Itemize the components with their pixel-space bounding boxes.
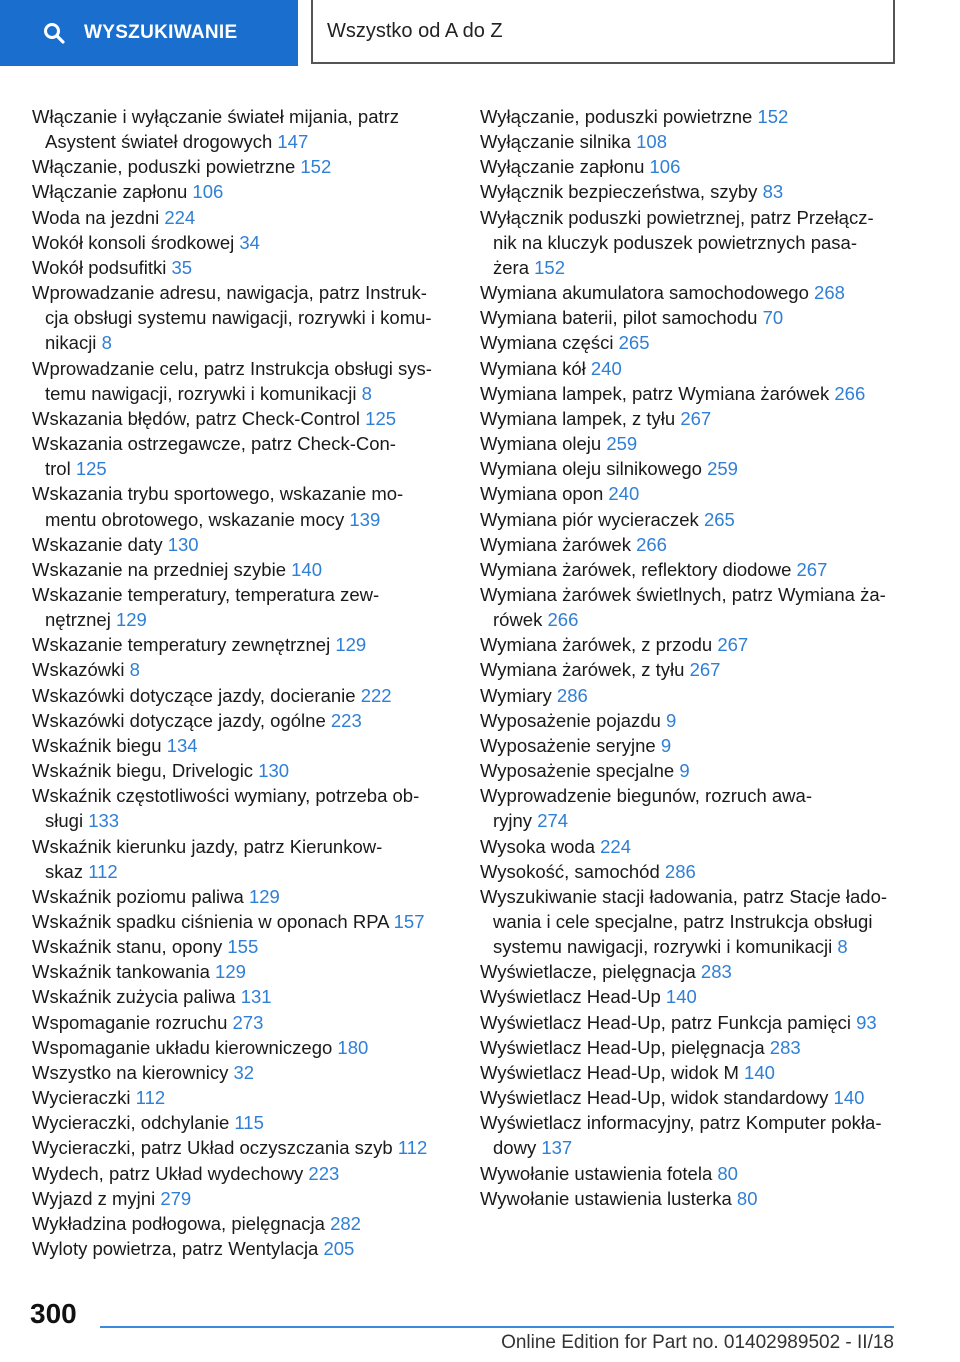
index-entry [480, 104, 900, 129]
entry-text: Wskazanie temperatury zewnętrznej [32, 634, 331, 656]
page-link[interactable]: 240 [608, 483, 640, 505]
page-link[interactable]: 139 [349, 508, 381, 530]
index-entry [32, 255, 444, 280]
index-entry [480, 1035, 900, 1060]
page-link[interactable]: 130 [167, 533, 199, 555]
page-link[interactable]: 224 [600, 835, 632, 857]
entry-text: Wyłącznik bezpieczeństwa, szyby [480, 181, 758, 203]
entry-text: Wprowadzanie celu, patrz Instrukcja obsługi sys- [32, 357, 432, 379]
page-link[interactable]: 224 [164, 206, 196, 228]
search-icon [42, 21, 66, 45]
index-entry [32, 909, 444, 934]
page-link[interactable]: 129 [215, 961, 246, 983]
entry-text: rówek [493, 609, 543, 631]
page-link[interactable]: 267 [717, 634, 749, 656]
page-link[interactable]: 131 [240, 986, 272, 1008]
page-link[interactable]: 152 [534, 256, 566, 278]
index-entry [32, 154, 444, 179]
entry-text: Wyświetlacz Head-Up, patrz Funkcja pamięci [480, 1011, 851, 1033]
breadcrumb[interactable] [311, 0, 895, 64]
index-entry [480, 305, 900, 330]
page-link[interactable]: 112 [135, 1087, 166, 1109]
page-link[interactable]: 129 [335, 634, 367, 656]
index-entry [480, 557, 900, 582]
entry-text: Wycieraczki [32, 1087, 131, 1109]
index-entry [32, 959, 444, 984]
index-entry [32, 834, 444, 884]
index-entry [480, 783, 900, 833]
index-entry [480, 129, 900, 154]
page-link[interactable]: 274 [537, 810, 569, 832]
entry-text: Wyszukiwanie stacji ładowania, patrz Stacje łado- [480, 885, 888, 907]
page-link[interactable]: 106 [649, 156, 681, 178]
index-entry [32, 934, 444, 959]
page-link[interactable]: 9 [660, 734, 672, 756]
page-link[interactable]: 80 [736, 1187, 758, 1209]
page-number: 300 [30, 1298, 77, 1329]
entry-text: Wokół konsoli środkowej [32, 231, 235, 253]
page-link[interactable]: 80 [717, 1162, 738, 1184]
entry-text: Wszystko na kierownicy [32, 1061, 229, 1083]
index-entry [480, 381, 900, 406]
page-link[interactable]: 134 [166, 734, 198, 756]
page-link[interactable]: 152 [300, 156, 332, 178]
index-entry [480, 984, 900, 1009]
entry-text: Wymiana żarówek [480, 533, 631, 555]
entry-text: Wskaźnik zużycia paliwa [32, 986, 236, 1008]
index-entry [480, 532, 900, 557]
page-link[interactable]: 129 [248, 885, 280, 907]
entry-text: Wskaźnik stanu, opony [32, 936, 223, 958]
index-entry [32, 783, 444, 833]
page-link[interactable]: 125 [365, 407, 397, 429]
entry-text: Wymiana lampek, patrz Wymiana żarówek [480, 382, 830, 404]
index-entry [32, 657, 444, 682]
index-entry [32, 179, 444, 204]
index-entry [32, 205, 444, 230]
index-entry [480, 406, 900, 431]
entry-text: Wskazówki dotyczące jazdy, docieranie [32, 684, 356, 706]
entry-text: Wymiana lampek, z tyłu [480, 407, 676, 429]
top-bar [0, 0, 960, 66]
entry-text: Wskaźnik spadku ciśnienia w oponach RPA [32, 911, 389, 932]
index-entry [32, 1060, 444, 1085]
entry-text: Wskazania ostrzegawcze, patrz Check-Con- [32, 433, 396, 455]
index-entry [480, 1161, 900, 1186]
index-entry [32, 1135, 444, 1160]
page-link[interactable]: 130 [258, 760, 290, 782]
entry-text: ryjny [493, 810, 533, 832]
entry-text: skaz [45, 860, 84, 882]
entry-text: Wyprowadzenie biegunów, rozruch awa- [480, 785, 812, 807]
index-entry [32, 884, 444, 909]
entry-text: Wymiana opon [480, 483, 604, 505]
entry-text: Wyposażenie seryjne [480, 734, 656, 756]
entry-text: Wskaźnik częstotliwości wymiany, potrzeba ob- [32, 785, 420, 807]
page-link[interactable]: 9 [679, 760, 690, 782]
entry-text: Wymiana baterii, pilot samochodu [480, 307, 758, 329]
index-entry [32, 683, 444, 708]
index-entry [32, 230, 444, 255]
entry-text: Wskazanie na przedniej szybie [32, 558, 286, 580]
page-link[interactable]: 283 [700, 961, 732, 983]
entry-text: Wskazania błędów, patrz Check-Control [32, 407, 361, 429]
page-link[interactable]: 8 [361, 382, 372, 404]
entry-text: Wycieraczki, patrz Układ oczyszczania szyb [32, 1137, 393, 1159]
page-link[interactable]: 205 [323, 1238, 355, 1260]
page-link[interactable]: 8 [129, 659, 140, 681]
entry-text: Wyświetlacz Head-Up, pielęgnacja [480, 1036, 765, 1058]
entry-text: Wymiana żarówek, z tyłu [480, 659, 685, 681]
index-entry [480, 481, 900, 506]
page-link[interactable]: 240 [590, 357, 622, 379]
page-link[interactable]: 155 [227, 936, 259, 958]
entry-text: Wskazanie temperatury, temperatura zew- [32, 583, 380, 605]
entry-text: nik na kluczyk poduszek powietrznych pasa- [493, 231, 858, 253]
index-entry [480, 683, 900, 708]
index-entry [480, 859, 900, 884]
index-entry [32, 708, 444, 733]
index-entry [480, 1110, 900, 1160]
page-link[interactable]: 93 [856, 1011, 877, 1033]
page-link[interactable]: 112 [397, 1137, 428, 1159]
entry-text: Wyświetlacz Head-Up [480, 986, 661, 1008]
page-link[interactable]: 108 [636, 131, 667, 153]
index-entry [480, 884, 900, 959]
entry-text: mentu obrotowego, wskazanie mocy [45, 508, 345, 530]
entry-text: systemu nawigacji, rozrywki i komunikacji [493, 936, 833, 958]
page-link[interactable]: 279 [160, 1187, 192, 1209]
index-entry [480, 733, 900, 758]
page-link[interactable]: 268 [814, 282, 845, 304]
page-link[interactable]: 259 [606, 433, 638, 455]
entry-text: Wykładzina podłogowa, pielęgnacja [32, 1212, 325, 1234]
page-link[interactable]: 222 [360, 684, 392, 706]
index-entry [32, 1211, 444, 1236]
entry-text: Wskaźnik tankowania [32, 961, 210, 983]
page-link[interactable]: 223 [308, 1162, 340, 1184]
entry-text: Wyświetlacz informacyjny, patrz Komputer pokła- [480, 1112, 882, 1134]
index-entry [32, 632, 444, 657]
index-entry [32, 481, 444, 531]
index-entry [480, 330, 900, 355]
index-entry [32, 1236, 444, 1261]
index-entry [480, 280, 900, 305]
index-entry [480, 657, 900, 682]
entry-text: Włączanie zapłonu [32, 181, 188, 203]
index-entry [32, 1110, 444, 1135]
index-entry [480, 154, 900, 179]
index-entry [32, 431, 444, 481]
entry-text: Wskaźnik biegu [32, 734, 162, 756]
index-column-right [480, 104, 900, 1211]
index-entry [480, 205, 900, 280]
page-link[interactable]: 140 [744, 1061, 775, 1083]
entry-text: Wymiana żarówek, reflektory diodowe [480, 558, 792, 580]
entry-text: Wymiana żarówek, z przodu [480, 634, 713, 656]
entry-text: żera [493, 256, 529, 278]
entry-text: Wskaźnik poziomu paliwa [32, 885, 244, 907]
index-entry [480, 834, 900, 859]
entry-text: Wymiana oleju silnikowego [480, 458, 702, 480]
entry-text: Wskaźnik biegu, Drivelogic [32, 760, 254, 782]
index-entry [32, 733, 444, 758]
entry-text: Wywołanie ustawienia lusterka [480, 1187, 732, 1209]
entry-text: Wyłącznik poduszki powietrznej, patrz Przełącz- [480, 206, 874, 228]
page-link[interactable]: 180 [337, 1036, 369, 1058]
page-link[interactable]: 157 [393, 911, 425, 932]
entry-text: Wydech, patrz Układ wydechowy [32, 1162, 304, 1184]
page-link[interactable]: 267 [796, 558, 828, 580]
breadcrumb-label: Wszystko od A do Z [327, 19, 503, 42]
search-button[interactable] [0, 0, 298, 66]
index-entry [480, 1186, 900, 1211]
entry-text: Wskazówki dotyczące jazdy, ogólne [32, 709, 326, 731]
page-link[interactable]: 266 [547, 609, 579, 631]
footer-edition: Online Edition for Part no. 01402989502 - II/18 [501, 1332, 894, 1353]
entry-text: Wymiana oleju [480, 433, 602, 455]
page-link[interactable]: 286 [556, 684, 588, 706]
index-entry [480, 1060, 900, 1085]
index-entry [32, 356, 444, 406]
page-link[interactable]: 35 [171, 256, 193, 278]
index-entry [32, 104, 444, 154]
page-link[interactable]: 125 [75, 458, 107, 480]
footer-divider [100, 1326, 894, 1328]
page-link[interactable]: 267 [689, 659, 721, 681]
entry-text: Wywołanie ustawienia fotela [480, 1162, 713, 1184]
entry-text: nikacji [45, 332, 97, 354]
index-entry [480, 507, 900, 532]
index-entry [480, 431, 900, 456]
index-entry [32, 1161, 444, 1186]
entry-text: Wymiana części [480, 332, 614, 354]
index-entry [32, 582, 444, 632]
entry-text: wania i cele specjalne, patrz Instrukcja obsługi [493, 911, 873, 932]
page-link[interactable]: 266 [636, 533, 667, 555]
index-entry [480, 959, 900, 984]
page-link[interactable]: 9 [665, 709, 677, 731]
index-entry [32, 532, 444, 557]
entry-text: Wycieraczki, odchylanie [32, 1112, 230, 1134]
index-entry [32, 557, 444, 582]
entry-text: Wokół podsufitki [32, 256, 167, 278]
page-link[interactable]: 267 [680, 407, 712, 429]
entry-text: Włączanie i wyłączanie świateł mijania, patrz [32, 106, 400, 127]
entry-text: Wprowadzanie adresu, nawigacja, patrz Instruk- [32, 282, 427, 304]
entry-text: Wyświetlacze, pielęgnacja [480, 961, 696, 983]
index-entry [32, 406, 444, 431]
entry-text: trol [45, 458, 71, 480]
page-link[interactable]: 265 [618, 332, 650, 354]
entry-text: Wyposażenie specjalne [480, 760, 675, 782]
search-label: WYSZUKIWANIE [84, 22, 238, 43]
page-link[interactable]: 282 [330, 1212, 361, 1234]
entry-text: Wyświetlacz Head-Up, widok standardowy [480, 1087, 829, 1109]
page-link[interactable]: 283 [769, 1036, 801, 1058]
entry-text: Wyjazd z myjni [32, 1187, 156, 1209]
entry-text: cja obsługi systemu nawigacji, rozrywki i komu- [45, 307, 432, 329]
page-link[interactable]: 286 [664, 860, 696, 882]
entry-text: Wymiana akumulatora samochodowego [480, 282, 809, 304]
page-link[interactable]: 140 [833, 1087, 865, 1109]
page-link[interactable]: 83 [762, 181, 784, 203]
entry-text: Wskazówki [32, 659, 125, 681]
index-entry [480, 1085, 900, 1110]
index-entry [32, 758, 444, 783]
entry-text: Wysoka woda [480, 835, 595, 857]
entry-text: Wyposażenie pojazdu [480, 709, 661, 731]
page-link[interactable]: 266 [834, 382, 866, 404]
entry-text: Woda na jezdni [32, 206, 160, 228]
entry-text: Włączanie, poduszki powietrzne [32, 156, 296, 178]
index-entry [480, 1010, 900, 1035]
entry-text: Wspomaganie układu kierowniczego [32, 1036, 333, 1058]
entry-text: temu nawigacji, rozrywki i komunikacji [45, 382, 357, 404]
entry-text: Wysokość, samochód [480, 860, 660, 882]
entry-text: Wymiana żarówek świetlnych, patrz Wymiana ża- [480, 583, 886, 605]
page-link[interactable]: 152 [757, 106, 789, 127]
page-link[interactable]: 223 [330, 709, 362, 731]
page-link[interactable]: 70 [762, 307, 784, 329]
entry-text: Wskazania trybu sportowego, wskazanie mo- [32, 483, 404, 505]
page-link[interactable]: 140 [291, 558, 323, 580]
entry-text: Wskazanie daty [32, 533, 163, 555]
entry-text: Wymiana piór wycieraczek [480, 508, 699, 530]
page-link[interactable]: 112 [88, 860, 118, 882]
entry-text: Wymiary [480, 684, 552, 706]
index-entry [480, 582, 900, 632]
page-link[interactable]: 34 [239, 231, 260, 253]
index-column-left [32, 104, 444, 1261]
index-entry [32, 1010, 444, 1035]
index-entry [480, 456, 900, 481]
index-entry [32, 984, 444, 1009]
index-entry [480, 632, 900, 657]
entry-text: Wskaźnik kierunku jazdy, patrz Kierunkow- [32, 835, 383, 857]
page-link[interactable]: 129 [115, 609, 147, 631]
page-link[interactable]: 137 [541, 1137, 573, 1159]
index-entry [32, 280, 444, 355]
entry-text: Wyłączanie zapłonu [480, 156, 645, 178]
entry-text: Wyświetlacz Head-Up, widok M [480, 1061, 739, 1083]
entry-text: Asystent świateł drogowych [45, 131, 273, 153]
index-entry [480, 758, 900, 783]
page-link[interactable]: 8 [837, 936, 848, 958]
page-link[interactable]: 133 [88, 810, 120, 832]
index-entry [480, 356, 900, 381]
entry-text: Wyłączanie silnika [480, 131, 631, 153]
index-entry [32, 1186, 444, 1211]
page-link[interactable]: 32 [233, 1061, 255, 1083]
page-link[interactable]: 140 [665, 986, 697, 1008]
entry-text: dowy [493, 1137, 537, 1159]
index-entry [32, 1035, 444, 1060]
index-entry [480, 708, 900, 733]
entry-text: nętrznej [45, 609, 111, 631]
page-link[interactable]: 265 [703, 508, 735, 530]
entry-text: Wymiana kół [480, 357, 586, 379]
entry-text: Wyłączanie, poduszki powietrzne [480, 106, 753, 127]
index-entry [480, 179, 900, 204]
page-link[interactable]: 106 [192, 181, 224, 203]
page-link[interactable]: 115 [234, 1112, 264, 1134]
page-link[interactable]: 8 [101, 332, 112, 354]
entry-text: Wyloty powietrza, patrz Wentylacja [32, 1238, 319, 1260]
page-link[interactable]: 273 [232, 1011, 264, 1033]
page-link[interactable]: 147 [277, 131, 309, 153]
entry-text: Wspomaganie rozruchu [32, 1011, 228, 1033]
page-link[interactable]: 259 [707, 458, 738, 480]
entry-text: sługi [45, 810, 84, 832]
index-entry [32, 1085, 444, 1110]
